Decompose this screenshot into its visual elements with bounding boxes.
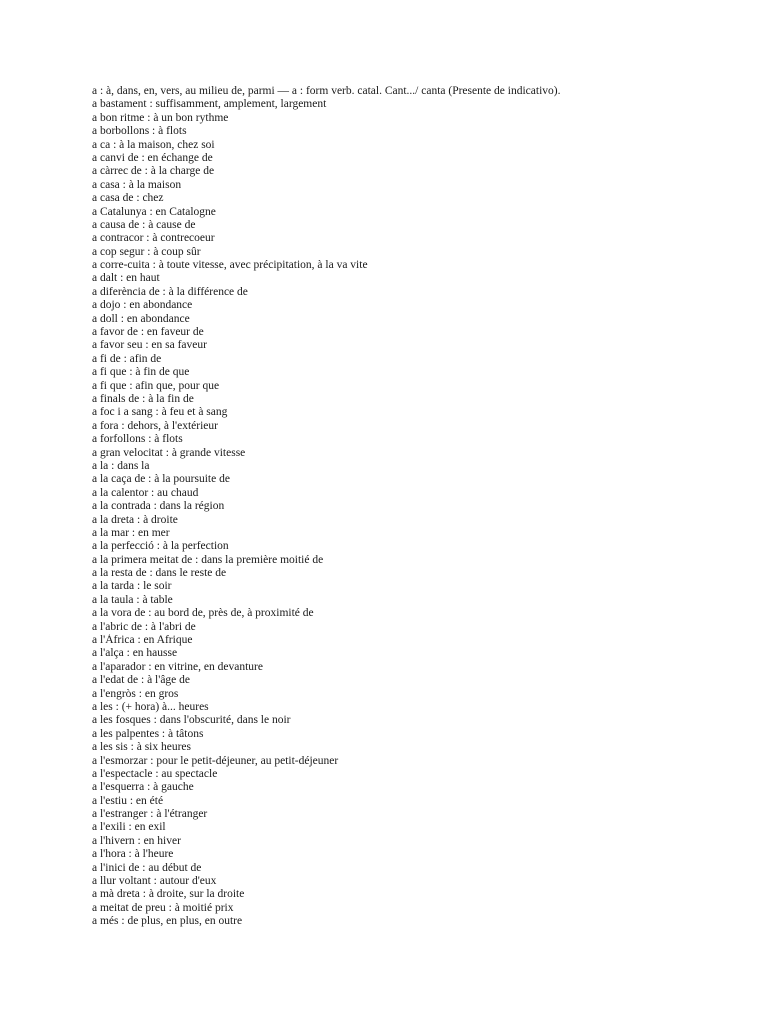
glossary-entry: a l'esquerra : à gauche [92, 781, 194, 794]
glossary-entry: a corre-cuita : à toute vitesse, avec précipitation, à la va vite [92, 259, 368, 272]
glossary-entry: a l'exili : en exil [92, 821, 166, 834]
glossary-entry: a la resta de : dans le reste de [92, 567, 227, 580]
glossary-entry: a l'estiu : en été [92, 794, 164, 807]
glossary-entry: a l'hivern : en hiver [92, 834, 181, 847]
glossary-entries [92, 85, 752, 929]
glossary-entry: a l'engròs : en gros [92, 687, 179, 700]
glossary-entry: a la calentor : au chaud [92, 486, 199, 499]
glossary-entry: a casa de : chez [92, 192, 164, 205]
glossary-entry: a l'espectacle : au spectacle [92, 767, 218, 780]
glossary-entry: a mà dreta : à droite, sur la droite [92, 888, 245, 901]
glossary-entry: a fi que : afin que, pour que [92, 379, 220, 392]
glossary-entry: a l'alça : en hausse [92, 647, 178, 660]
glossary-entry: a l'hora : à l'heure [92, 848, 174, 861]
glossary-entry: a la taula : à table [92, 593, 173, 606]
glossary-entry: a forfollons : à flots [92, 433, 183, 446]
glossary-entry: a causa de : à cause de [92, 218, 196, 231]
glossary-entry: a dalt : en haut [92, 272, 160, 285]
glossary-entry: a les palpentes : à tâtons [92, 727, 204, 740]
glossary-entry: a la mar : en mer [92, 526, 170, 539]
glossary-entry: a fi que : à fin de que [92, 366, 190, 379]
glossary-entry: a l'inici de : au début de [92, 861, 202, 874]
glossary-entry: a la caça de : à la poursuite de [92, 473, 230, 486]
glossary-entry: a foc i a sang : à feu et à sang [92, 406, 228, 419]
glossary-entry: a casa : à la maison [92, 178, 182, 191]
glossary-entry: a meitat de preu : à moitié prix [92, 901, 234, 914]
glossary-entry: a ca : à la maison, chez soi [92, 138, 215, 151]
glossary-entry: a les fosques : dans l'obscurité, dans le noir [92, 714, 291, 727]
glossary-entry: a càrrec de : à la charge de [92, 165, 215, 178]
glossary-entry: a la perfecció : à la perfection [92, 540, 229, 553]
glossary-entry: a : à, dans, en, vers, au milieu de, parmi — a : form verb. catal. Cant.../ canta (Presente de indicativo). [92, 85, 561, 97]
glossary-entry: a l'edat de : à l'âge de [92, 674, 191, 687]
glossary-entry: a favor seu : en sa faveur [92, 339, 207, 352]
glossary-entry: a llur voltant : autour d'eux [92, 875, 217, 888]
glossary-entry: a cop segur : à coup sûr [92, 245, 201, 258]
glossary-entry: a doll : en abondance [92, 312, 190, 325]
glossary-entry: a l'abric de : à l'abri de [92, 620, 196, 633]
glossary-entry: a bon ritme : à un bon rythme [92, 111, 229, 124]
glossary-entry: a les sis : à six heures [92, 741, 192, 754]
glossary-entry: a la vora de : au bord de, près de, à proximité de [92, 607, 314, 620]
glossary-entry: a l'aparador : en vitrine, en devanture [92, 660, 263, 673]
glossary-entry: a la contrada : dans la région [92, 500, 225, 513]
glossary-entry: a Catalunya : en Catalogne [92, 205, 216, 218]
glossary-entry: a la tarda : le soir [92, 580, 172, 593]
glossary-entry: a contracor : à contrecoeur [92, 232, 215, 245]
glossary-entry: a favor de : en faveur de [92, 326, 204, 339]
glossary-entry: a diferència de : à la différence de [92, 285, 248, 298]
glossary-entry: a fora : dehors, à l'extérieur [92, 419, 218, 432]
glossary-entry: a la dreta : à droite [92, 513, 178, 526]
glossary-entry: a borbollons : à flots [92, 125, 187, 138]
glossary-entry: a fi de : afin de [92, 352, 162, 365]
glossary-entry: a la : dans la [92, 459, 150, 472]
glossary-entry: a l'estranger : à l'étranger [92, 808, 208, 821]
glossary-entry: a més : de plus, en plus, en outre [92, 915, 243, 928]
glossary-entry: a finals de : à la fin de [92, 392, 194, 405]
glossary-entry: a les : (+ hora) à... heures [92, 700, 209, 713]
glossary-entry: a gran velocitat : à grande vitesse [92, 446, 246, 459]
glossary-entry: a l'Àfrica : en Afrique [92, 634, 193, 647]
glossary-entry: a bastament : suffisamment, amplement, largement [92, 98, 327, 111]
glossary-entry: a canvi de : en échange de [92, 151, 213, 164]
glossary-entry: a la primera meitat de : dans la première moitié de [92, 553, 324, 566]
glossary-entry: a dojo : en abondance [92, 299, 193, 312]
glossary-entry: a l'esmorzar : pour le petit-déjeuner, au petit-déjeuner [92, 754, 339, 767]
